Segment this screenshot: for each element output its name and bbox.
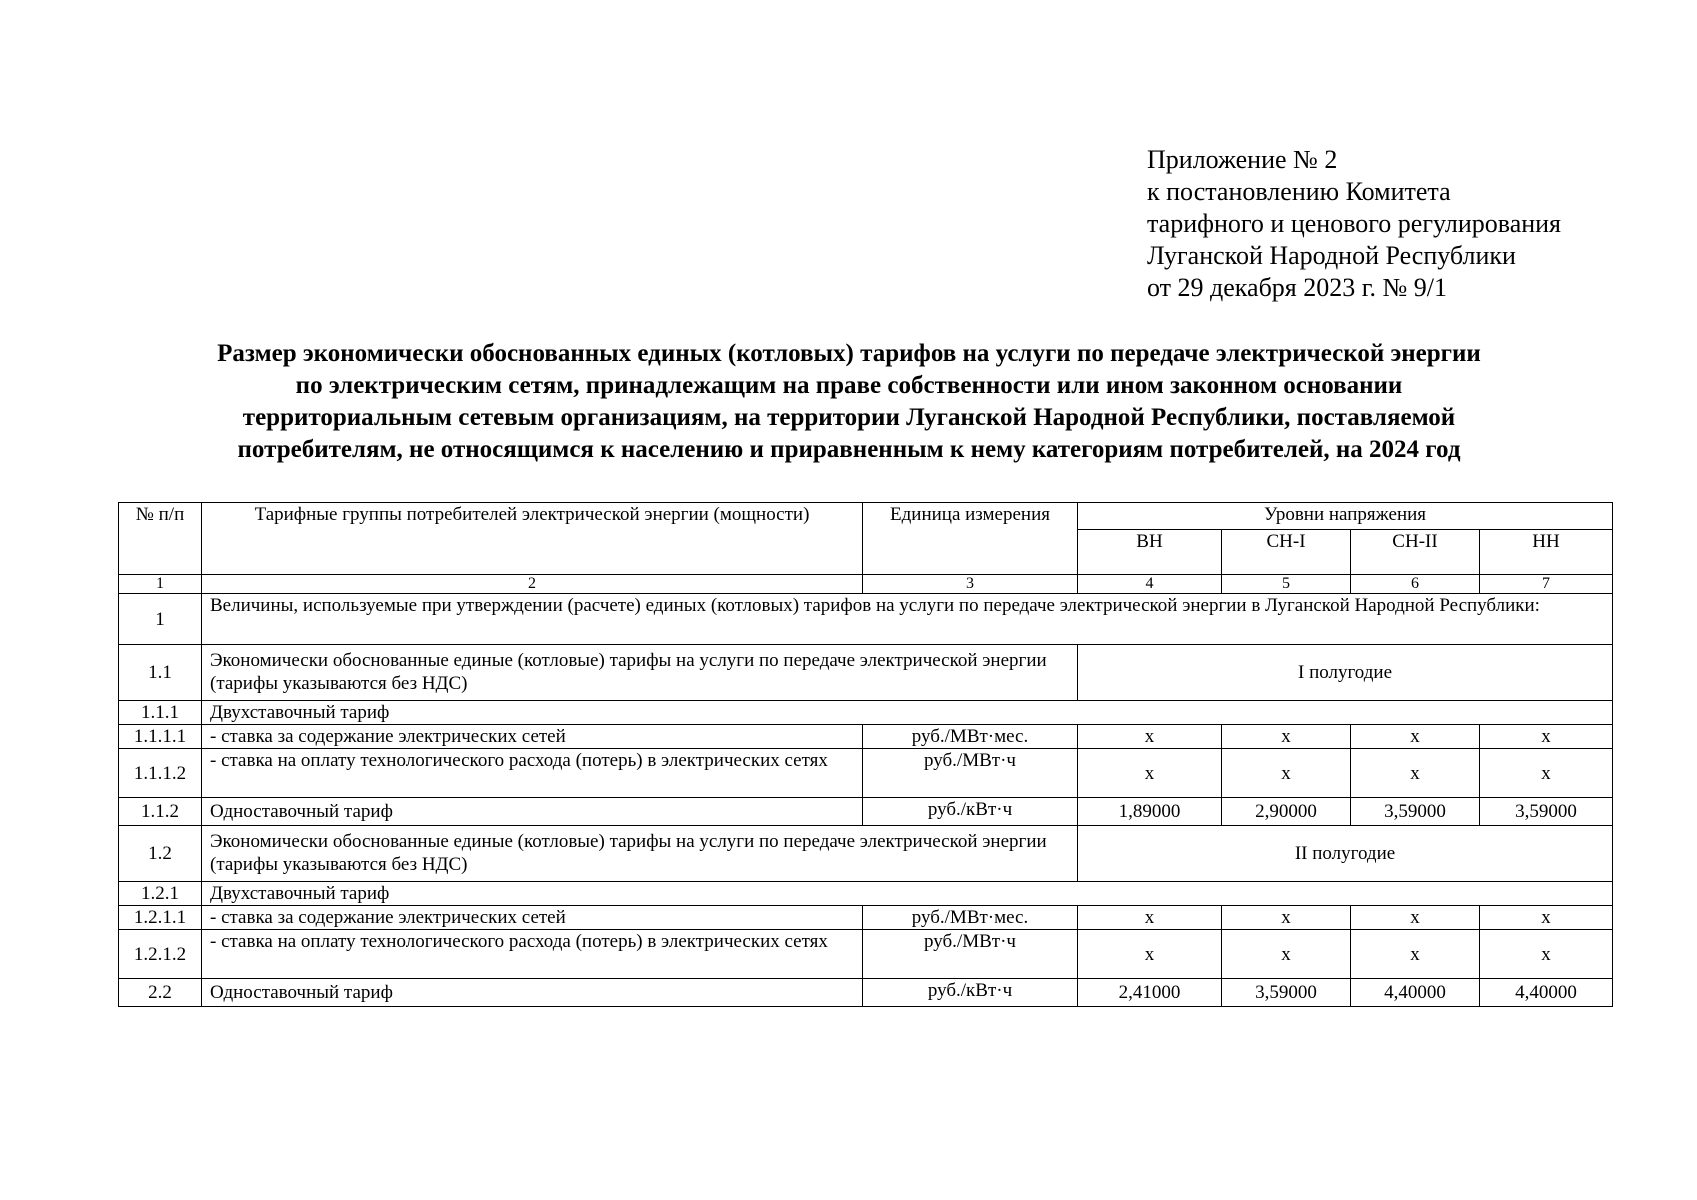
row-num: 1.2.1.2 [119,930,202,979]
value-nn: x [1480,725,1613,749]
table-row [119,826,1613,882]
value-sn2: 4,40000 [1351,979,1480,1007]
row-name: - ставка за содержание электрических сетей [202,906,863,930]
value-sn1: x [1222,749,1351,798]
title-line: территориальным сетевым организациям, на территории Луганской Народной Республики, поставляемой [242,404,1456,431]
row-num: 1.1.1.1 [119,725,202,749]
title-line: Размер экономически обоснованных единых (котловых) тарифов на услуги по передаче электрической энергии [217,340,1481,367]
appendix-reference [1147,144,1561,304]
value-sn1: x [1222,930,1351,979]
row-name: Экономически обоснованные единые (котловые) тарифы на услуги по передаче электрической энергии (тарифы указываются без НДС) [202,826,1078,882]
row-unit: руб./МВт·мес. [863,906,1078,930]
value-nn: 4,40000 [1480,979,1613,1007]
row-num: 1.1.1.2 [119,749,202,798]
table-row [119,749,1613,798]
row-num: 2.2 [119,979,202,1007]
row-num: 1 [119,594,202,645]
appendix-line: от 29 декабря 2023 г. № 9/1 [1147,273,1448,302]
period-label: I полугодие [1078,645,1613,701]
row-name: Одноставочный тариф [202,798,863,826]
header-levels: Уровни напряжения [1078,503,1613,530]
column-number: 4 [1078,575,1222,594]
document-title [118,338,1580,466]
value-nn: 3,59000 [1480,798,1613,826]
table-row [119,906,1613,930]
value-vn: 2,41000 [1078,979,1222,1007]
value-sn2: x [1351,725,1480,749]
row-num: 1.1 [119,645,202,701]
table-row [119,882,1613,906]
row-name: Двухставочный тариф [202,882,1613,906]
row-name: Экономически обоснованные единые (котловые) тарифы на услуги по передаче электрической энергии (тарифы указываются без НДС) [202,645,1078,701]
column-number: 1 [119,575,202,594]
row-name: - ставка на оплату технологического расхода (потерь) в электрических сетях [202,749,863,798]
row-unit: руб./МВт·ч [863,930,1078,979]
appendix-line: тарифного и ценового регулирования [1147,209,1562,238]
value-sn1: x [1222,906,1351,930]
row-num: 1.2.1.1 [119,906,202,930]
header-nn: НН [1480,530,1613,575]
title-line: потребителям, не относящимся к населению и приравненным к нему категориям потребителей, на 2024 год [237,436,1461,463]
header-vn: ВН [1078,530,1222,575]
title-line: по электрическим сетям, принадлежащим на праве собственности или ином законном основании [295,372,1403,399]
row-unit: руб./кВт·ч [863,798,1078,826]
table-row [119,594,1613,645]
period-label: II полугодие [1078,826,1613,882]
row-name: Величины, используемые при утверждении (расчете) единых (котловых) тарифов на услуги по передаче электрической энергии в Луганской Народной Республики: [202,594,1613,645]
column-number: 2 [202,575,863,594]
column-number: 5 [1222,575,1351,594]
row-num: 1.2 [119,826,202,882]
header-sn2: СН-II [1351,530,1480,575]
value-vn: 1,89000 [1078,798,1222,826]
appendix-line: Приложение № 2 [1147,145,1338,174]
value-vn: x [1078,906,1222,930]
header-sn1: СН-I [1222,530,1351,575]
value-sn2: 3,59000 [1351,798,1480,826]
table-row [119,701,1613,725]
value-vn: x [1078,749,1222,798]
header-num: № п/п [119,503,202,575]
table-row [119,725,1613,749]
value-nn: x [1480,906,1613,930]
row-name: - ставка на оплату технологического расхода (потерь) в электрических сетях [202,930,863,979]
appendix-line: Луганской Народной Республики [1147,241,1516,270]
row-unit: руб./кВт·ч [863,979,1078,1007]
table-row [119,930,1613,979]
table-row [119,645,1613,701]
column-number: 6 [1351,575,1480,594]
tariff-table [118,502,1613,1007]
table-row [119,979,1613,1007]
value-nn: x [1480,930,1613,979]
value-sn2: x [1351,749,1480,798]
table-row [119,798,1613,826]
value-vn: x [1078,725,1222,749]
column-number: 3 [863,575,1078,594]
value-sn1: x [1222,725,1351,749]
row-num: 1.1.1 [119,701,202,725]
value-sn1: 3,59000 [1222,979,1351,1007]
header-unit: Единица измерения [863,503,1078,575]
value-sn2: x [1351,930,1480,979]
row-name: Двухставочный тариф [202,701,1613,725]
value-vn: x [1078,930,1222,979]
row-unit: руб./МВт·ч [863,749,1078,798]
row-name: Одноставочный тариф [202,979,863,1007]
row-num: 1.1.2 [119,798,202,826]
row-name: - ставка за содержание электрических сетей [202,725,863,749]
header-groups: Тарифные группы потребителей электрической энергии (мощности) [202,503,863,575]
row-num: 1.2.1 [119,882,202,906]
column-number: 7 [1480,575,1613,594]
row-unit: руб./МВт·мес. [863,725,1078,749]
value-sn2: x [1351,906,1480,930]
value-sn1: 2,90000 [1222,798,1351,826]
value-nn: x [1480,749,1613,798]
appendix-line: к постановлению Комитета [1147,177,1451,206]
